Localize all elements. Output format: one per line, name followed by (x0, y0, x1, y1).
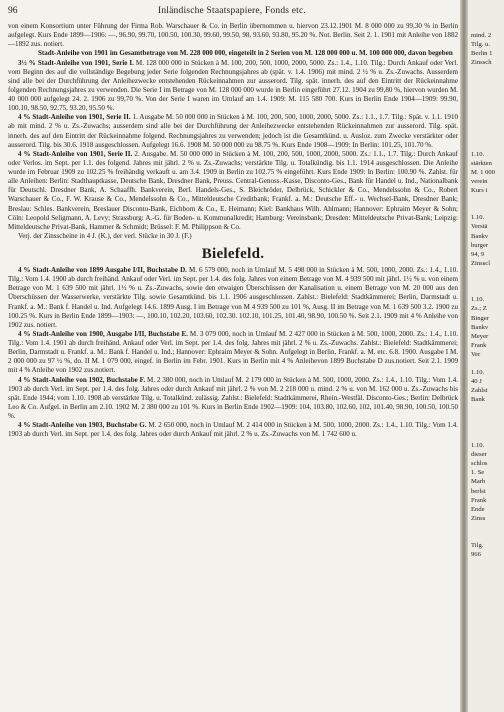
fragment-line: Zs.; Z (471, 305, 487, 313)
text-column (8, 22, 458, 439)
fragment-line: Tilg. u. (471, 41, 490, 49)
fragment-line (471, 414, 504, 423)
fragment-line (471, 277, 504, 286)
fragment-line: M. 1 000 (471, 168, 495, 176)
loan-entry (8, 330, 458, 376)
page-header (8, 6, 456, 20)
facing-page-fragment (468, 0, 504, 712)
fragment-line (471, 432, 504, 441)
fragment-line (471, 22, 504, 31)
loan-entry (8, 150, 458, 232)
fragment-line (471, 113, 504, 122)
fragment-line: 1. Se (471, 469, 485, 477)
loan-title: 4 % Stadt-Anleihe von 1901, Serie II. (18, 149, 133, 158)
fragment-line (471, 104, 504, 113)
fragment-line: Zinsscl (471, 259, 491, 267)
loan-title: 4 % Stadt-Anleihe von 1902, Buchstabe F. (18, 375, 146, 384)
book-gutter (460, 0, 468, 712)
fragment-line: Bankv (471, 232, 489, 240)
fragment-line: Ende (471, 505, 485, 513)
fragment-line: Bank (471, 396, 485, 404)
loan-entry (8, 421, 458, 439)
fragment-line: dieser (471, 451, 487, 459)
loan-body: M. 6 579 000, noch in Umlauf M. 5 498 000 in Stücken à M. 500, 1000, 2000. Zs.: 1.4., 1.10. Tilg.: Vom 1.4. 1900 ab durch freihänd. Ankauf oder Verl. im Sept. per 1.4. des folg. Jahres von einem Betrage von M. 4 939 500 mit jährl. 1½ % u. von einem Betrage von M. 1 639 500 mit jährl. 1½ % u. Zs.-Zuwachs, sowie den etwaigen Überschüssen der Kanalisation u. einem Betrage von M. 20 000 aus den Überschüssen der Wasserwerke, verstärkte Tilg. sowie Gesamtkünd. bis 1.1. 1906 ausgeschlossen. Zahlst.: Bielefeld: Stadtkämmerei; Berlin, Darmstadt u. Frankf. a. M.: Bank f. Handel u. Ind. Aufgelegt 14.6. 1899 Ausg. I im Betrage von M 4 939 500 zu 101 %, Ausg. II im Betrage von M. 1 639 500 3.2. 1900 zu 100.25 %. Kurs in Berlin Ende 1899—1903: —, 100.10, 102.20, 103.60, 102.30. 102.10, 101.25, 101.40, 98.90, 100.50 %. Seit 2.1. 1909 mit 4 % Anleihe von 1902 zus. notiert. (8, 266, 458, 329)
fragment-line: Marb (471, 478, 486, 486)
loan-title: 4 % Stadt-Anleihe von 1899 Ausgabe I/II, Buchstabe D. (18, 266, 187, 274)
loan-title: 4 % Stadt-Anleihe von 1903, Buchstabe G. (18, 421, 147, 430)
section-b (8, 59, 458, 242)
fragment-line: stärkten (471, 159, 492, 167)
loan-entry (8, 376, 458, 422)
fragment-line: Tilg. (471, 542, 484, 550)
facing-page-text (468, 0, 504, 559)
loan-entry (8, 59, 458, 114)
fragment-line: 1.10. (471, 150, 485, 158)
section-a (8, 22, 458, 59)
running-title: Inländische Staatspapiere, Fonds etc. (157, 6, 306, 16)
fragment-line: 1.10. (471, 369, 485, 377)
fragment-line (471, 140, 504, 149)
fragment-line: mind. 2 (471, 32, 492, 40)
fragment-line: berlst (471, 487, 486, 495)
fragment-line (471, 423, 504, 432)
fragment-line: Binger (471, 314, 489, 322)
loan-body: Verj. der Zinsscheine in 4 J. (K.), der verl. Stücke in 30 J. (F.) (18, 231, 192, 240)
fragment-line: Meyer (471, 332, 489, 340)
fragment-line (471, 405, 504, 414)
paragraph: Stadt-Anleihe von 1901 im Gesamtbetrage von M. 228 000 000, eingeteilt in 2 Serien von M. 128 000 000 u. M. 100 000 000, davon begeben (38, 49, 453, 58)
page-number: 96 (8, 6, 18, 16)
loan-body: 1. Ausgabe M. 50 000 000 in Stücken à M. 100, 200, 500, 1000, 2000, 5000. Zs.: 1.1., 1.7. Tilg.: Spät. v. 1.1. 1910 ab mit mind. 2 % u. Zs.-Zuwachs; ausserdem sind alle bei der Durchführung der Anleihezwecke entstehenden Rückeinnahmen zur ausserord. Tilg. spät. innerh. des auf den Eintritt der Rückeinnahme folgend. Rechnungsjahres zu verwenden; jedoch ist die Gesamtkünd. u. Ausloz. zum Zwecke verstärkter oder ausserord. Tilg. bis 30.6. 1918 ausgeschlossen. Aufgelegt 16.6. 1908 M. 50 000 000 zu 98.75 %. Kurs Ende 1908—1909: In Berlin: 101.25, 101.70 %. (8, 113, 459, 149)
fragment-line: Verstä (471, 223, 488, 231)
section-c (8, 266, 458, 439)
loan-title: 4 % Stadt-Anleihe von 1901, Serie II. (18, 113, 131, 122)
fragment-line: Frank (471, 341, 487, 349)
fragment-line: 94, 9 (471, 250, 485, 258)
fragment-line: Bankv (471, 323, 489, 331)
fragment-line (471, 95, 504, 104)
fragment-line (471, 532, 504, 541)
fragment-line: Zinssch (471, 59, 492, 67)
fragment-line: Ver (471, 350, 481, 358)
city-heading: Bielefeld. (201, 246, 265, 262)
fragment-line (471, 122, 504, 131)
loan-body: M. 2 380 000, noch in Umlauf M. 2 179 000 in Stücken à M. 500, 1000, 2000. Zs.: 1.4., 1.10. Tilg.: Vom 1.4. 1903 ab durch Verl. im Sept. per 1.4. des folg. Jahres oder durch Ankauf mit jährl. 2 % von M. 2 218 000 u. mind. 2 % u. von M. 162 000 u. Zs.-Zuwachs bis spät. Ende 1944; vom 1.10. 1908 ab verstärkte Tilg. u. Totalkünd. zulässig. Zahlst.: Bielefeld: Stadtkämmerei, Rhein.-Westfäl. Disconto-Ges.; Berlin: Delbrück Leo & Co. Aufgel. in Berlin am 2.10. 1902 M. 2 380 000 zu 101 %. Kurs in Berlin Ende 1902—1909: 104, 103.80, 102.60, 102, 101.40, 98.90, 100.50, 100.50 %. (8, 375, 458, 420)
fragment-line: Frank (471, 496, 487, 504)
fragment-line: Kurs i (471, 186, 488, 194)
fragment-line: schlos (471, 460, 488, 468)
fragment-line (471, 523, 504, 532)
fragment-line: Berlin 1 (471, 50, 493, 58)
loan-body: 2. Ausgabe. M. 50 000 000 in Stücken à M. 100, 200, 500, 1000, 2000, 5000. Zs.: 1.1., 1.7. Tilg.: Durch Ankauf oder Verlos. im Sept. per 1.1. des folgend. Jahres mit jährl. 2 % u. Zs.-Zuwachs; verstärkte Tilg. u. Totalkündig. bis 1.1. 1914 ausgeschlossen. Die Anleihe wurde im Februar 1909 zu 102.25 % freihändig verkauft u. am 3.4. 1909 in Berlin zu 102.75 % eingeführt. Kurs Ende 1909: In Berlin: 100.90 %. Zahlst. für alle Anleihen: Berlin: Stadthauptkasse, Deutsche Bank, Dresdner Bank, Preuss. Central-Genoss.-Kasse, Disconto-Ges., Bank für Handel u. Ind., Nationalbank für Deutschl. Dresdner Bank, A. Schaaffh. Bankverein, Berl. Handels-Ges., S. Bleichröder, Delbrück, Schickler & Co., Mendelssohn & Co., Robert Warschauer & Co., F. W. Krause & Co., Mendelssohn & Co., Mitteldeutsche Creditbank; Frankf. a. M.: Deutsche Eff.- u. Wechsel-Bank, Dresdner Bank; Breslau: Schles. Bankverein, Breslauer Disconto-Bank, Eichborn & Co., E. Heimann; Kiel: Bankhaus Wilh. Ahlmann; Hannover: Ephraim Meyer & Sohn; Cöln: Leopold Seligmann, A. Levy; Strassburg: A.-G. für Boden- u. Kommunalkredit; Hamburg: Vereinsbank; Dresden: Mitteldeutsche Privat-Bank; Leipzig: Mitteldeutsche Privat-Bank, Hammer & Schmidt; Brüssel: F. M. Philippson & Co. (8, 149, 458, 231)
loan-entry (8, 232, 458, 241)
fragment-line (471, 286, 504, 295)
paragraph: von einem Konsortium unter Führung der Firma Rob. Warschauer & Co. in Berlin übernommen u. hiervon 23.12.1901 M. 8 000 000 zu 99,30 % in Berlin aufgelegt. Kurs Ende 1899—1906: —, 96.90, 99.70, 100.50, 100.30, 99.60, 99.50, 98, 93.60, 93.80, 95.20 %. Not. Berlin. Seit 2. 1. 1901 mit Anleihe von 1882—1892 zus. notiert. (8, 22, 458, 49)
fragment-line: Zinss (471, 514, 486, 522)
fragment-line: 40 J (471, 378, 482, 386)
fragment-line (471, 204, 504, 213)
fragment-line (471, 77, 504, 86)
loan-entry (8, 113, 458, 150)
loan-body: M. 128 000 000 in Stücken à M. 100, 200, 500, 1000, 2000, 5000. Zs.: 1.4., 1.10. Tilg.: Durch Ankauf oder Verl. vom Beginn des auf die vollständige Begebung jeder Serie folgenden Rechnungsjahres ab (spät. v. 1.4. 1906) mit mind. 2 ½ % u. Zs.-Zuwachs. Ausserdem sind alle bei der Durchführung der Anleihezwecke entstehenden Rückeinnahmen zur ausserord. Tilg. spät. innerh. des auf den Eintritt der Rückeinnahme folgenden Rechnungsjahres zu verwenden. Die Serie I im Betrage von M. 128 000 000 wurde in Berlin eingeführt 27.12. 1904 zu 99,80 %, hiervon wurden M. 40 000 000 aufgelegt 24. 2. 1906 zu 99,70 %. Von der Serie I waren im Umlauf am 1.4. 1909: M. 115 580 700. Kurs in Berlin Ende 1904—1909: 99.90, 100.10, 98.50, 92.75, 93.20, 95.50 %. (8, 58, 458, 113)
loan-title: 3½ % Stadt-Anleihe von 1901, Serie I. (18, 58, 134, 67)
fragment-line: 1.10. (471, 442, 485, 450)
fragment-line: verein (471, 177, 488, 185)
fragment-line (471, 86, 504, 95)
fragment-line: burger (471, 241, 489, 249)
loan-entry (8, 266, 458, 330)
loan-title: 4 % Stadt-Anleihe von 1900, Ausgabe I/II, Buchstabe E. (18, 329, 188, 338)
fragment-line: 1.10. (471, 296, 485, 304)
fragment-line (471, 68, 504, 77)
fragment-line (471, 268, 504, 277)
fragment-line (471, 195, 504, 204)
fragment-line (471, 359, 504, 368)
fragment-line: 1.10. (471, 214, 485, 222)
fragment-line (471, 131, 504, 140)
fragment-line: 966 (471, 551, 481, 559)
fragment-line: Zahlst (471, 387, 488, 395)
loan-body: M. 2 650 000, noch in Umlauf M. 2 414 000 in Stücken à M. 500, 1000, 2000. Zs.: 1.4., 1.10. Tilg.: Vom 1.4. 1903 ab durch Verl. im Sept. per 1.4. des folg. Jahres oder durch Ankauf mit jährl. 2 % u. Zs.-Zuwachs von M. 1 742 600 u. (8, 421, 459, 439)
loan-body: M. 3 079 000, noch in Umlauf M. 2 427 000 in Stücken à M. 500, 1000, 2000. Zs.: 1.4., 1.10. Tilg.: Vom 1.4. 1901 ab durch freihänd. Ankauf oder Verl. im Sept. per 1.4. des folg. Jahres mit jährl. 2 % u. Zs.-Zuwachs. Zahlst.: Bielefeld: Stadtkämmerei; Berlin, Darmstadt u. Frankf. a. M.: Bank f. Handel u. Ind.; Hannover: Ephraim Meyer & Sohn. Aufgelegt in Berlin, Frankf. a. M. etc. 6.8. 1900. Ausgabe I M. 2 000 000 zu 97 ½ %, do. II M. 1 079 000, eingef. in Berlin im Febr. 1901. Kurs in Berlin mit 4 % Anleihevon 1899 Buchstabe D zus.notiert. Seit 2.1. 1909 mit 4 % Anleihe von 1902 zus.notiert. (8, 329, 458, 375)
